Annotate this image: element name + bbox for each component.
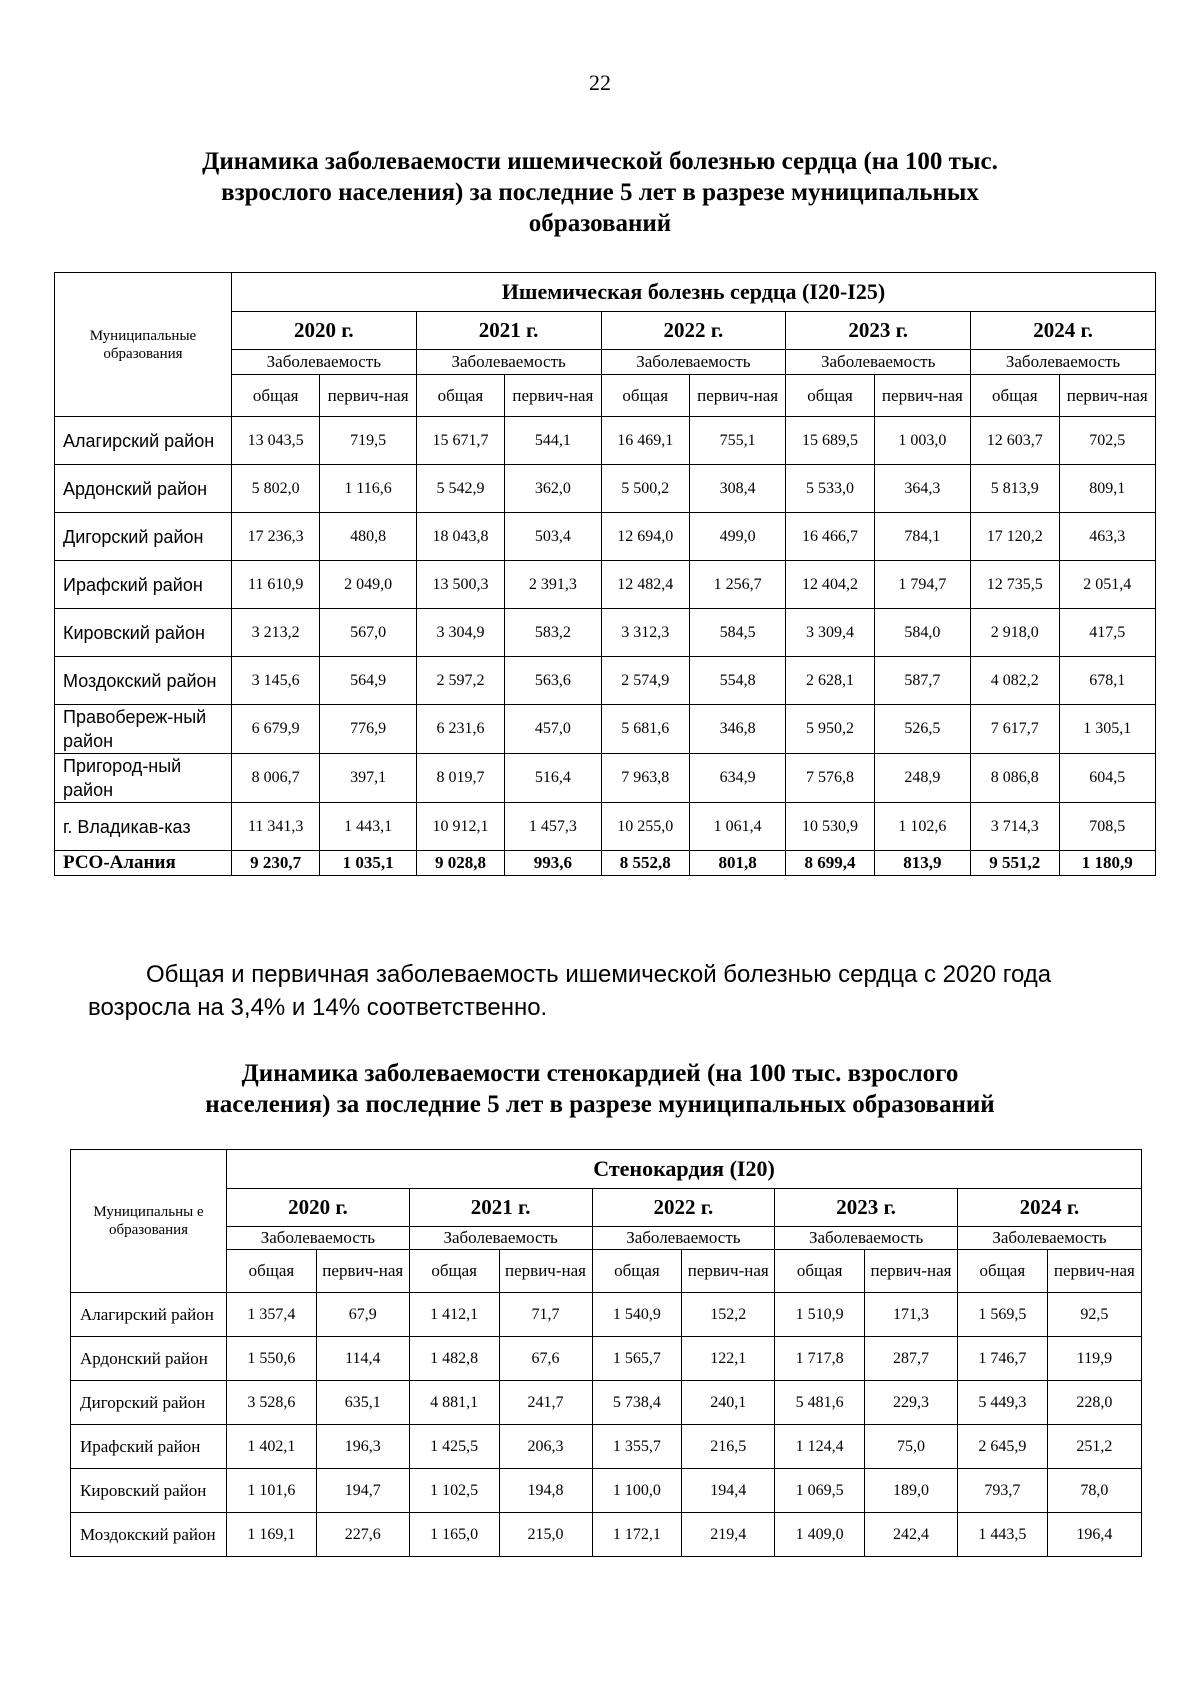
- total-column-header: общая: [601, 375, 689, 417]
- table-cell: 8 019,7: [416, 754, 504, 803]
- table-cell: 242,4: [865, 1513, 958, 1557]
- morbidity-header: Заболеваемость: [409, 1227, 592, 1250]
- total-row-name: РСО-Алания: [55, 851, 232, 876]
- table-cell: 287,7: [865, 1337, 958, 1381]
- total-column-header: общая: [227, 1250, 317, 1293]
- table-cell: 634,9: [689, 754, 785, 803]
- row-municipality-name: Ардонский район: [71, 1337, 227, 1381]
- angina-morbidity-table: [70, 1149, 1142, 1557]
- table-cell: 604,5: [1059, 754, 1155, 803]
- table-cell: 11 610,9: [231, 561, 319, 609]
- table-cell: 5 500,2: [601, 465, 689, 513]
- table1-title-line: взрослого населения) за последние 5 лет в разрезе муниципальных: [221, 179, 979, 206]
- table-cell: 3 714,3: [971, 803, 1059, 851]
- table2-title: [100, 1058, 1100, 1120]
- table-cell: 1 102,5: [409, 1469, 499, 1513]
- table-cell: 362,0: [505, 465, 601, 513]
- table-cell: 11 341,3: [231, 803, 319, 851]
- table-cell: 194,4: [682, 1469, 775, 1513]
- table-cell: 194,7: [316, 1469, 409, 1513]
- primary-column-header: первич-ная: [682, 1250, 775, 1293]
- table-cell: 1 357,4: [227, 1293, 317, 1337]
- morbidity-header: Заболеваемость: [971, 350, 1156, 375]
- table-cell: 1 355,7: [592, 1425, 682, 1469]
- table1-title-line: образований: [528, 210, 672, 237]
- table-cell: 67,9: [316, 1293, 409, 1337]
- row-municipality-name: Алагирский район: [55, 417, 232, 465]
- table-cell: 16 469,1: [601, 417, 689, 465]
- table-cell: 3 145,6: [231, 657, 319, 705]
- table-cell: 463,3: [1059, 513, 1155, 561]
- table-cell: 2 391,3: [505, 561, 601, 609]
- table-cell: 1 402,1: [227, 1425, 317, 1469]
- table-cell: 755,1: [689, 417, 785, 465]
- total-column-header: общая: [416, 375, 504, 417]
- table-cell: 1 425,5: [409, 1425, 499, 1469]
- table-cell: 346,8: [689, 705, 785, 754]
- table-cell: 5 533,0: [786, 465, 874, 513]
- table-cell: 12 694,0: [601, 513, 689, 561]
- table-cell: 10 530,9: [786, 803, 874, 851]
- table-cell: 584,5: [689, 609, 785, 657]
- morbidity-header: Заболеваемость: [592, 1227, 775, 1250]
- table-cell: 12 603,7: [971, 417, 1059, 465]
- table-cell: 2 645,9: [957, 1425, 1047, 1469]
- header-row: [55, 273, 1156, 312]
- year-header: 2023 г.: [775, 1189, 958, 1227]
- table-cell: 554,8: [689, 657, 785, 705]
- table-cell: 1 169,1: [227, 1513, 317, 1557]
- table-cell: 3 304,9: [416, 609, 504, 657]
- table-row: [71, 1513, 1142, 1557]
- table-cell: 2 051,4: [1059, 561, 1155, 609]
- table-cell: 1 550,6: [227, 1337, 317, 1381]
- table-cell: 1 116,6: [320, 465, 416, 513]
- header-row: [71, 1150, 1142, 1189]
- table-cell: 8 086,8: [971, 754, 1059, 803]
- table-cell: 1 482,8: [409, 1337, 499, 1381]
- table-cell: 1 069,5: [775, 1469, 865, 1513]
- table-cell: 13 500,3: [416, 561, 504, 609]
- table-cell: 397,1: [320, 754, 416, 803]
- table-cell: 7 963,8: [601, 754, 689, 803]
- table-cell: 564,9: [320, 657, 416, 705]
- table-row: [55, 561, 1156, 609]
- primary-column-header: первич-ная: [505, 375, 601, 417]
- table-cell: 1 794,7: [874, 561, 970, 609]
- table-row: [55, 657, 1156, 705]
- table-cell: 1 101,6: [227, 1469, 317, 1513]
- table-row: [55, 513, 1156, 561]
- table-cell: 1 457,3: [505, 803, 601, 851]
- table-cell: 18 043,8: [416, 513, 504, 561]
- primary-column-header: первич-ная: [865, 1250, 958, 1293]
- table-cell: 5 950,2: [786, 705, 874, 754]
- table-cell: 2 049,0: [320, 561, 416, 609]
- table-cell: 809,1: [1059, 465, 1155, 513]
- table-cell: 2 918,0: [971, 609, 1059, 657]
- table-cell: 1 746,7: [957, 1337, 1047, 1381]
- table-cell: 7 576,8: [786, 754, 874, 803]
- table-cell: 6 679,9: [231, 705, 319, 754]
- total-cell: 993,6: [505, 851, 601, 876]
- table-cell: 16 466,7: [786, 513, 874, 561]
- table-row: [55, 705, 1156, 754]
- table-cell: 457,0: [505, 705, 601, 754]
- table-cell: 3 312,3: [601, 609, 689, 657]
- total-column-header: общая: [971, 375, 1059, 417]
- table-cell: 241,7: [499, 1381, 592, 1425]
- row-municipality-name: Алагирский район: [71, 1293, 227, 1337]
- table-cell: 152,2: [682, 1293, 775, 1337]
- table-row: [55, 754, 1156, 803]
- table-cell: 5 481,6: [775, 1381, 865, 1425]
- table-cell: 5 802,0: [231, 465, 319, 513]
- table-cell: 194,8: [499, 1469, 592, 1513]
- table-cell: 1 256,7: [689, 561, 785, 609]
- row-municipality-name: Ирафский район: [55, 561, 232, 609]
- table-cell: 678,1: [1059, 657, 1155, 705]
- table-cell: 3 213,2: [231, 609, 319, 657]
- table-cell: 1 565,7: [592, 1337, 682, 1381]
- total-cell: 1 180,9: [1059, 851, 1155, 876]
- table1-title: [100, 146, 1100, 239]
- table-cell: 1 409,0: [775, 1513, 865, 1557]
- table-cell: 189,0: [865, 1469, 958, 1513]
- table-cell: 171,3: [865, 1293, 958, 1337]
- row-municipality-name: Правобереж-ный район: [55, 705, 232, 754]
- table-cell: 5 813,9: [971, 465, 1059, 513]
- table-cell: 516,4: [505, 754, 601, 803]
- table-cell: 248,9: [874, 754, 970, 803]
- table-cell: 5 681,6: [601, 705, 689, 754]
- primary-column-header: первич-ная: [689, 375, 785, 417]
- morbidity-header: Заболеваемость: [957, 1227, 1141, 1250]
- table-cell: 567,0: [320, 609, 416, 657]
- row-municipality-name: Моздокский район: [71, 1513, 227, 1557]
- table-cell: 1 003,0: [874, 417, 970, 465]
- table-cell: 1 100,0: [592, 1469, 682, 1513]
- table-cell: 12 482,4: [601, 561, 689, 609]
- table-cell: 1 540,9: [592, 1293, 682, 1337]
- municipality-header: Муниципальные образования: [55, 273, 232, 417]
- table-cell: 3 528,6: [227, 1381, 317, 1425]
- table-cell: 308,4: [689, 465, 785, 513]
- total-column-header: общая: [957, 1250, 1047, 1293]
- table-row: [55, 803, 1156, 851]
- morbidity-header: Заболеваемость: [786, 350, 971, 375]
- primary-column-header: первич-ная: [316, 1250, 409, 1293]
- table-cell: 71,7: [499, 1293, 592, 1337]
- table-cell: 563,6: [505, 657, 601, 705]
- table-cell: 776,9: [320, 705, 416, 754]
- table2-title-line: населения) за последние 5 лет в разрезе муниципальных образований: [205, 1091, 995, 1118]
- table-cell: 2 597,2: [416, 657, 504, 705]
- row-municipality-name: Моздокский район: [55, 657, 232, 705]
- year-header-row: [71, 1189, 1142, 1227]
- table-cell: 240,1: [682, 1381, 775, 1425]
- year-header: 2022 г.: [601, 312, 786, 350]
- table-cell: 1 510,9: [775, 1293, 865, 1337]
- row-municipality-name: Кировский район: [71, 1469, 227, 1513]
- table-cell: 15 689,5: [786, 417, 874, 465]
- table-cell: 10 255,0: [601, 803, 689, 851]
- total-cell: 8 699,4: [786, 851, 874, 876]
- table-cell: 4 881,1: [409, 1381, 499, 1425]
- total-cell: 813,9: [874, 851, 970, 876]
- table-cell: 196,4: [1047, 1513, 1141, 1557]
- table-cell: 7 617,7: [971, 705, 1059, 754]
- table-cell: 78,0: [1047, 1469, 1141, 1513]
- table-cell: 1 443,5: [957, 1513, 1047, 1557]
- primary-column-header: первич-ная: [499, 1250, 592, 1293]
- table-cell: 1 061,4: [689, 803, 785, 851]
- table-cell: 17 120,2: [971, 513, 1059, 561]
- table-cell: 5 449,3: [957, 1381, 1047, 1425]
- summary-paragraph: [88, 958, 1118, 1024]
- row-municipality-name: Кировский район: [55, 609, 232, 657]
- total-cell: 9 551,2: [971, 851, 1059, 876]
- table-cell: 12 735,5: [971, 561, 1059, 609]
- table-cell: 583,2: [505, 609, 601, 657]
- year-header: 2022 г.: [592, 1189, 775, 1227]
- table-row: [71, 1381, 1142, 1425]
- row-municipality-name: Ирафский район: [71, 1425, 227, 1469]
- table-cell: 2 628,1: [786, 657, 874, 705]
- table-row: [55, 609, 1156, 657]
- summary-text: Общая и первичная заболеваемость ишемической болезнью сердца с 2020 года возросла на 3,4% и 14% соответственно.: [88, 961, 1052, 1021]
- table-cell: 526,5: [874, 705, 970, 754]
- row-municipality-name: г. Владикав-каз: [55, 803, 232, 851]
- morbidity-header-row: [71, 1227, 1142, 1250]
- table-cell: 67,6: [499, 1337, 592, 1381]
- table-cell: 92,5: [1047, 1293, 1141, 1337]
- total-column-header: общая: [592, 1250, 682, 1293]
- total-row: [55, 851, 1156, 876]
- table-row: [55, 417, 1156, 465]
- row-municipality-name: Ардонский район: [55, 465, 232, 513]
- table-cell: 503,4: [505, 513, 601, 561]
- morbidity-header: Заболеваемость: [775, 1227, 958, 1250]
- morbidity-header: Заболеваемость: [601, 350, 786, 375]
- table-cell: 499,0: [689, 513, 785, 561]
- table-cell: 196,3: [316, 1425, 409, 1469]
- table-cell: 793,7: [957, 1469, 1047, 1513]
- row-municipality-name: Пригород-ный район: [55, 754, 232, 803]
- table-cell: 251,2: [1047, 1425, 1141, 1469]
- year-header: 2024 г.: [971, 312, 1156, 350]
- table-cell: 6 231,6: [416, 705, 504, 754]
- subcolumn-header-row: [71, 1250, 1142, 1293]
- municipality-header: Муниципальны е образования: [71, 1150, 227, 1293]
- morbidity-header: Заболеваемость: [416, 350, 601, 375]
- ihd-morbidity-table: [54, 272, 1156, 876]
- year-header: 2021 г.: [416, 312, 601, 350]
- table-cell: 75,0: [865, 1425, 958, 1469]
- total-cell: 801,8: [689, 851, 785, 876]
- table-cell: 5 738,4: [592, 1381, 682, 1425]
- primary-column-header: первич-ная: [1047, 1250, 1141, 1293]
- total-cell: 1 035,1: [320, 851, 416, 876]
- table-cell: 1 717,8: [775, 1337, 865, 1381]
- table-cell: 1 124,4: [775, 1425, 865, 1469]
- table-cell: 584,0: [874, 609, 970, 657]
- total-column-header: общая: [786, 375, 874, 417]
- disease-header: Стенокардия (I20): [227, 1150, 1142, 1189]
- table-cell: 587,7: [874, 657, 970, 705]
- table-cell: 364,3: [874, 465, 970, 513]
- total-column-header: общая: [231, 375, 319, 417]
- table-cell: 1 443,1: [320, 803, 416, 851]
- table-cell: 417,5: [1059, 609, 1155, 657]
- table-cell: 1 102,6: [874, 803, 970, 851]
- table-cell: 5 542,9: [416, 465, 504, 513]
- table-cell: 12 404,2: [786, 561, 874, 609]
- total-cell: 9 230,7: [231, 851, 319, 876]
- table-cell: 10 912,1: [416, 803, 504, 851]
- table-row: [71, 1293, 1142, 1337]
- table-cell: 17 236,3: [231, 513, 319, 561]
- primary-column-header: первич-ная: [1059, 375, 1155, 417]
- table-cell: 229,3: [865, 1381, 958, 1425]
- table-cell: 13 043,5: [231, 417, 319, 465]
- primary-column-header: первич-ная: [320, 375, 416, 417]
- table-cell: 227,6: [316, 1513, 409, 1557]
- table-cell: 1 172,1: [592, 1513, 682, 1557]
- table-row: [71, 1337, 1142, 1381]
- table-cell: 219,4: [682, 1513, 775, 1557]
- table-cell: 708,5: [1059, 803, 1155, 851]
- page-number: 22: [589, 70, 611, 95]
- table-cell: 215,0: [499, 1513, 592, 1557]
- row-municipality-name: Дигорский район: [71, 1381, 227, 1425]
- table-row: [71, 1469, 1142, 1513]
- year-header: 2024 г.: [957, 1189, 1141, 1227]
- table-row: [55, 465, 1156, 513]
- table-cell: 2 574,9: [601, 657, 689, 705]
- table-cell: 216,5: [682, 1425, 775, 1469]
- table-cell: 114,4: [316, 1337, 409, 1381]
- table-cell: 1 412,1: [409, 1293, 499, 1337]
- table-cell: 544,1: [505, 417, 601, 465]
- table-row: [71, 1425, 1142, 1469]
- table-cell: 228,0: [1047, 1381, 1141, 1425]
- total-column-header: общая: [409, 1250, 499, 1293]
- table-cell: 8 006,7: [231, 754, 319, 803]
- year-header: 2020 г.: [231, 312, 416, 350]
- table-cell: 15 671,7: [416, 417, 504, 465]
- total-column-header: общая: [775, 1250, 865, 1293]
- table-cell: 4 082,2: [971, 657, 1059, 705]
- table2-title-line: Динамика заболеваемости стенокардией (на 100 тыс. взрослого: [241, 1060, 959, 1087]
- table-cell: 635,1: [316, 1381, 409, 1425]
- disease-header: Ишемическая болезнь сердца (I20-I25): [231, 273, 1155, 312]
- table-cell: 719,5: [320, 417, 416, 465]
- year-header: 2021 г.: [409, 1189, 592, 1227]
- table-cell: 206,3: [499, 1425, 592, 1469]
- table-cell: 702,5: [1059, 417, 1155, 465]
- table-cell: 1 165,0: [409, 1513, 499, 1557]
- table-cell: 1 569,5: [957, 1293, 1047, 1337]
- primary-column-header: первич-ная: [874, 375, 970, 417]
- year-header: 2020 г.: [227, 1189, 410, 1227]
- morbidity-header: Заболеваемость: [231, 350, 416, 375]
- table-cell: 122,1: [682, 1337, 775, 1381]
- total-cell: 8 552,8: [601, 851, 689, 876]
- table-cell: 1 305,1: [1059, 705, 1155, 754]
- table-cell: 119,9: [1047, 1337, 1141, 1381]
- total-cell: 9 028,8: [416, 851, 504, 876]
- year-header: 2023 г.: [786, 312, 971, 350]
- table-cell: 480,8: [320, 513, 416, 561]
- table1-title-line: Динамика заболеваемости ишемической болезнью сердца (на 100 тыс.: [202, 148, 998, 175]
- row-municipality-name: Дигорский район: [55, 513, 232, 561]
- table-cell: 784,1: [874, 513, 970, 561]
- table-cell: 3 309,4: [786, 609, 874, 657]
- morbidity-header: Заболеваемость: [227, 1227, 410, 1250]
